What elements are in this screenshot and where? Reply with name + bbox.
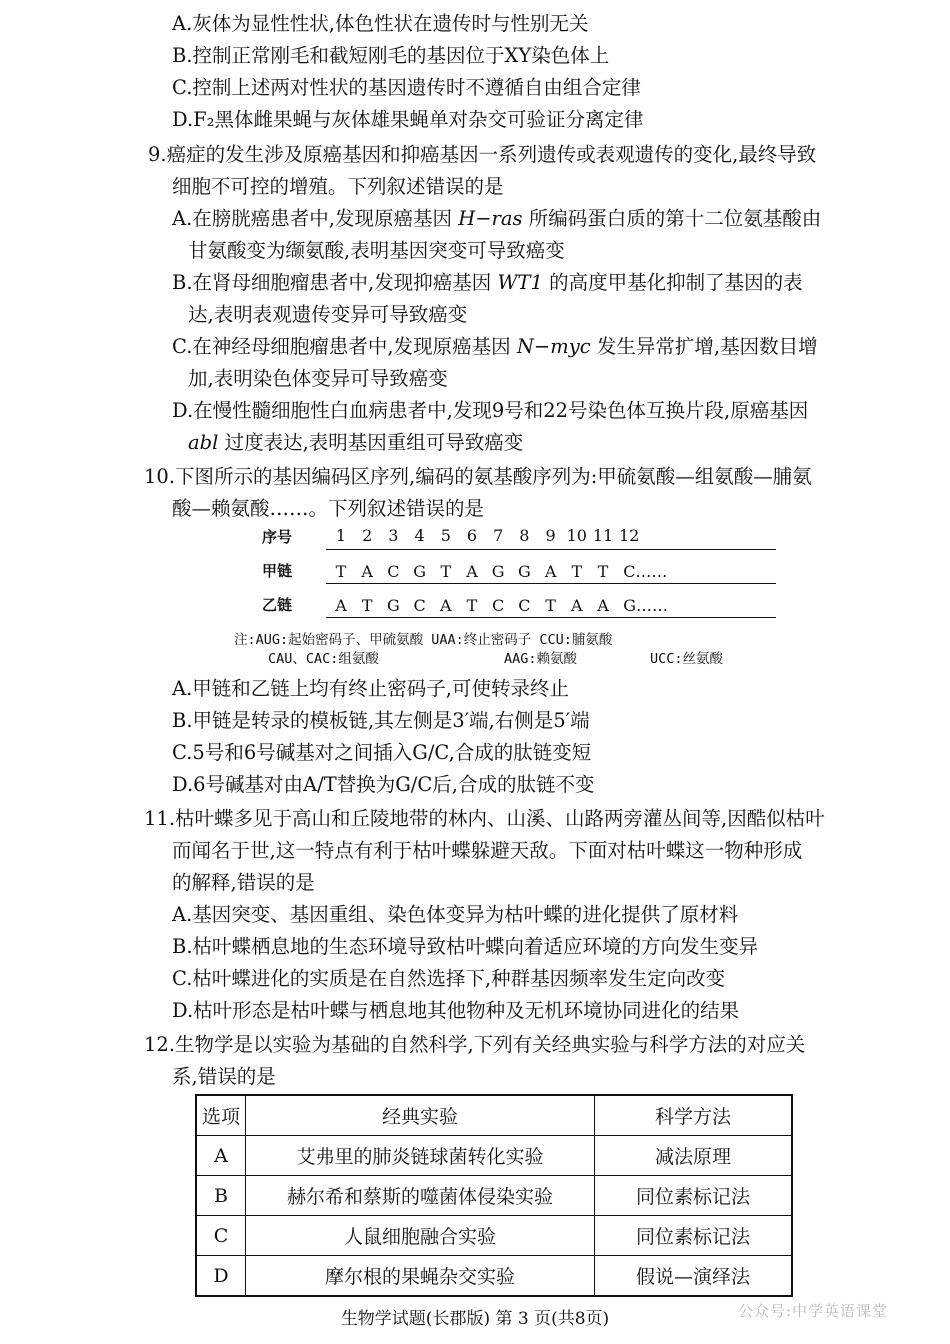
q10-option-c: C.5号和6号碱基对之间插入G/C,合成的肽链变短	[172, 741, 592, 764]
strand-b-base: C	[492, 596, 505, 615]
q10-number: 10.	[144, 465, 176, 488]
q8-option-a: A.灰体为显性性状,体色性状在遗传时与性别无关	[172, 12, 589, 35]
codon-note-histidine: CAU、CAC:组氨酸	[268, 651, 379, 667]
base-index: 3	[388, 526, 399, 545]
row-label-strand-b: 乙链	[262, 596, 293, 614]
q9-option-d-cont: abl 过度表达,表明基因重组可导致癌变	[188, 431, 524, 454]
base-index: 11	[592, 526, 614, 545]
q9-option-a: A.在膀胱癌患者中,发现原癌基因 H−ras 所编码蛋白质的第十二位氨基酸由	[172, 207, 822, 230]
sequence-divider	[326, 583, 776, 584]
watermark: 公众号:中学英语课堂	[738, 1302, 889, 1320]
q9-option-b-cont: 达,表明表观遗传变异可导致癌变	[188, 303, 468, 326]
strand-a-base: A	[466, 562, 478, 581]
strand-a-base: A	[544, 562, 557, 581]
row-method: 同位素标记法	[595, 1176, 793, 1216]
q12-number: 12.	[144, 1033, 176, 1056]
strand-b-base: T	[466, 596, 478, 615]
header-experiment: 经典实验	[246, 1095, 595, 1136]
q12-stem-line1: 12.生物学是以实验为基础的自然科学,下列有关经典实验与科学方法的对应关	[144, 1033, 806, 1056]
header-method: 科学方法	[595, 1095, 793, 1136]
q11-option-d: D.枯叶形态是枯叶蝶与栖息地其他物种及无机环境协同进化的结果	[172, 999, 740, 1022]
codon-note-lysine: AAG:赖氨酸	[504, 651, 578, 667]
row-experiment: 摩尔根的果蝇杂交实验	[246, 1256, 595, 1297]
row-method: 假说—演绎法	[595, 1256, 793, 1297]
base-index: 6	[466, 526, 478, 545]
strand-b-base: A	[440, 596, 452, 615]
q11-option-c: C.枯叶蝶进化的实质是在自然选择下,种群基因频率发生定向改变	[172, 967, 726, 990]
q9-stem-line1: 9.癌症的发生涉及原癌基因和抑癌基因一系列遗传或表观遗传的变化,最终导致	[148, 143, 817, 166]
q9-option-a-cont: 甘氨酸变为缬氨酸,表明基因突变可导致癌变	[188, 239, 565, 262]
table-row	[196, 1216, 792, 1256]
q8-option-b: B.控制正常刚毛和截短刚毛的基因位于XY染色体上	[172, 44, 610, 67]
base-index: 4	[414, 526, 425, 545]
strand-a-base: T	[440, 562, 452, 581]
strand-b-base: G	[387, 596, 400, 615]
row-option: D	[196, 1256, 246, 1297]
q9-stem-line2: 细胞不可控的增殖。下列叙述错误的是	[172, 175, 504, 198]
experiment-method-table	[195, 1094, 793, 1297]
strand-b-base: A	[571, 596, 583, 615]
row-experiment: 艾弗里的肺炎链球菌转化实验	[246, 1136, 595, 1176]
strand-a-base: T	[335, 562, 347, 581]
sequence-divider	[326, 549, 776, 550]
row-experiment: 赫尔希和蔡斯的噬菌体侵染实验	[246, 1176, 595, 1216]
strand-a-base: C……	[623, 562, 668, 581]
q10-option-b: B.甲链是转录的模板链,其左侧是3′端,右侧是5′端	[172, 709, 590, 732]
strand-a-base: T	[597, 562, 609, 581]
strand-a-base: G	[413, 562, 426, 581]
header-option: 选项	[196, 1095, 246, 1136]
strand-b-base: A	[597, 596, 609, 615]
q11-option-a: A.基因突变、基因重组、染色体变异为枯叶蝶的进化提供了原材料	[172, 903, 739, 926]
base-index: 5	[440, 526, 451, 545]
page-footer: 生物学试题(长郡版) 第 3 页(共8页)	[340, 1309, 610, 1329]
q9-option-d: D.在慢性髓细胞性白血病患者中,发现9号和22号染色体互换片段,原癌基因	[172, 399, 809, 422]
strand-a-base: A	[361, 562, 373, 581]
strand-a-base: G	[491, 562, 505, 581]
row-experiment: 人鼠细胞融合实验	[246, 1216, 595, 1256]
base-index: 7	[493, 526, 504, 545]
q10-stem-line1: 10.下图所示的基因编码区序列,编码的氨基酸序列为:甲硫氨酸—组氨酸—脯氨	[144, 465, 812, 488]
strand-b-base: C	[518, 596, 531, 615]
dna-sequence-figure	[262, 522, 782, 626]
base-index: 8	[519, 526, 530, 545]
sequence-divider	[326, 617, 776, 618]
row-method: 减法原理	[595, 1136, 793, 1176]
q10-option-a: A.甲链和乙链上均有终止密码子,可使转录终止	[172, 677, 569, 700]
q8-option-c: C.控制上述两对性状的基因遗传时不遵循自由组合定律	[172, 76, 641, 99]
base-index: 10	[566, 526, 587, 545]
base-index: 2	[362, 526, 373, 545]
q11-stem-line1: 11.枯叶蝶多见于高山和丘陵地带的林内、山溪、山路两旁灌丛间等,因酷似枯叶	[144, 807, 825, 830]
q11-stem-line3: 的解释,错误的是	[172, 871, 315, 894]
q9-number: 9.	[148, 143, 167, 166]
q10-stem-line2: 酸—赖氨酸……。下列叙述错误的是	[172, 497, 485, 520]
table-row	[196, 1176, 792, 1216]
codon-note-serine: UCC:丝氨酸	[650, 651, 724, 667]
q11-stem-line2: 而闻名于世,这一特点有利于枯叶蝶躲避天敌。下面对枯叶蝶这一物种形成	[172, 839, 803, 862]
strand-b-base: A	[335, 596, 347, 615]
table-row	[196, 1256, 792, 1297]
strand-b-base: C	[413, 596, 426, 615]
base-index: 12	[619, 526, 640, 545]
base-index: 9	[545, 526, 556, 545]
row-option: C	[196, 1216, 246, 1256]
strand-b-base: T	[361, 596, 373, 615]
q10-option-d: D.6号碱基对由A/T替换为G/C后,合成的肽链不变	[172, 773, 595, 796]
q9-option-c: C.在神经母细胞瘤患者中,发现原癌基因 N−myc 发生异常扩增,基因数目增	[172, 335, 818, 358]
table-row	[196, 1136, 792, 1176]
row-option: B	[196, 1176, 246, 1216]
q11-option-b: B.枯叶蝶栖息地的生态环境导致枯叶蝶向着适应环境的方向发生变异	[172, 935, 759, 958]
strand-b-base: G……	[623, 596, 668, 615]
row-label-strand-a: 甲链	[262, 562, 293, 580]
strand-a-base: T	[571, 562, 583, 581]
q11-number: 11.	[144, 807, 176, 830]
row-method: 同位素标记法	[595, 1216, 793, 1256]
q9-option-c-cont: 加,表明染色体变异可导致癌变	[188, 367, 448, 390]
table-header-row	[196, 1095, 792, 1136]
strand-a-base: G	[518, 562, 531, 581]
base-index: 1	[335, 526, 347, 545]
row-option: A	[196, 1136, 246, 1176]
strand-b-base: T	[545, 596, 556, 615]
codon-note-line1: 注:AUG:起始密码子、甲硫氨酸 UAA:终止密码子 CCU:脯氨酸	[234, 632, 613, 648]
strand-a-base: C	[387, 562, 400, 581]
q12-stem-line2: 系,错误的是	[172, 1065, 276, 1088]
q9-option-b: B.在肾母细胞瘤患者中,发现抑癌基因 WT1 的高度甲基化抑制了基因的表	[172, 271, 803, 294]
row-label-index: 序号	[262, 528, 293, 546]
q8-option-d: D.F₂黑体雌果蝇与灰体雄果蝇单对杂交可验证分离定律	[172, 108, 644, 131]
